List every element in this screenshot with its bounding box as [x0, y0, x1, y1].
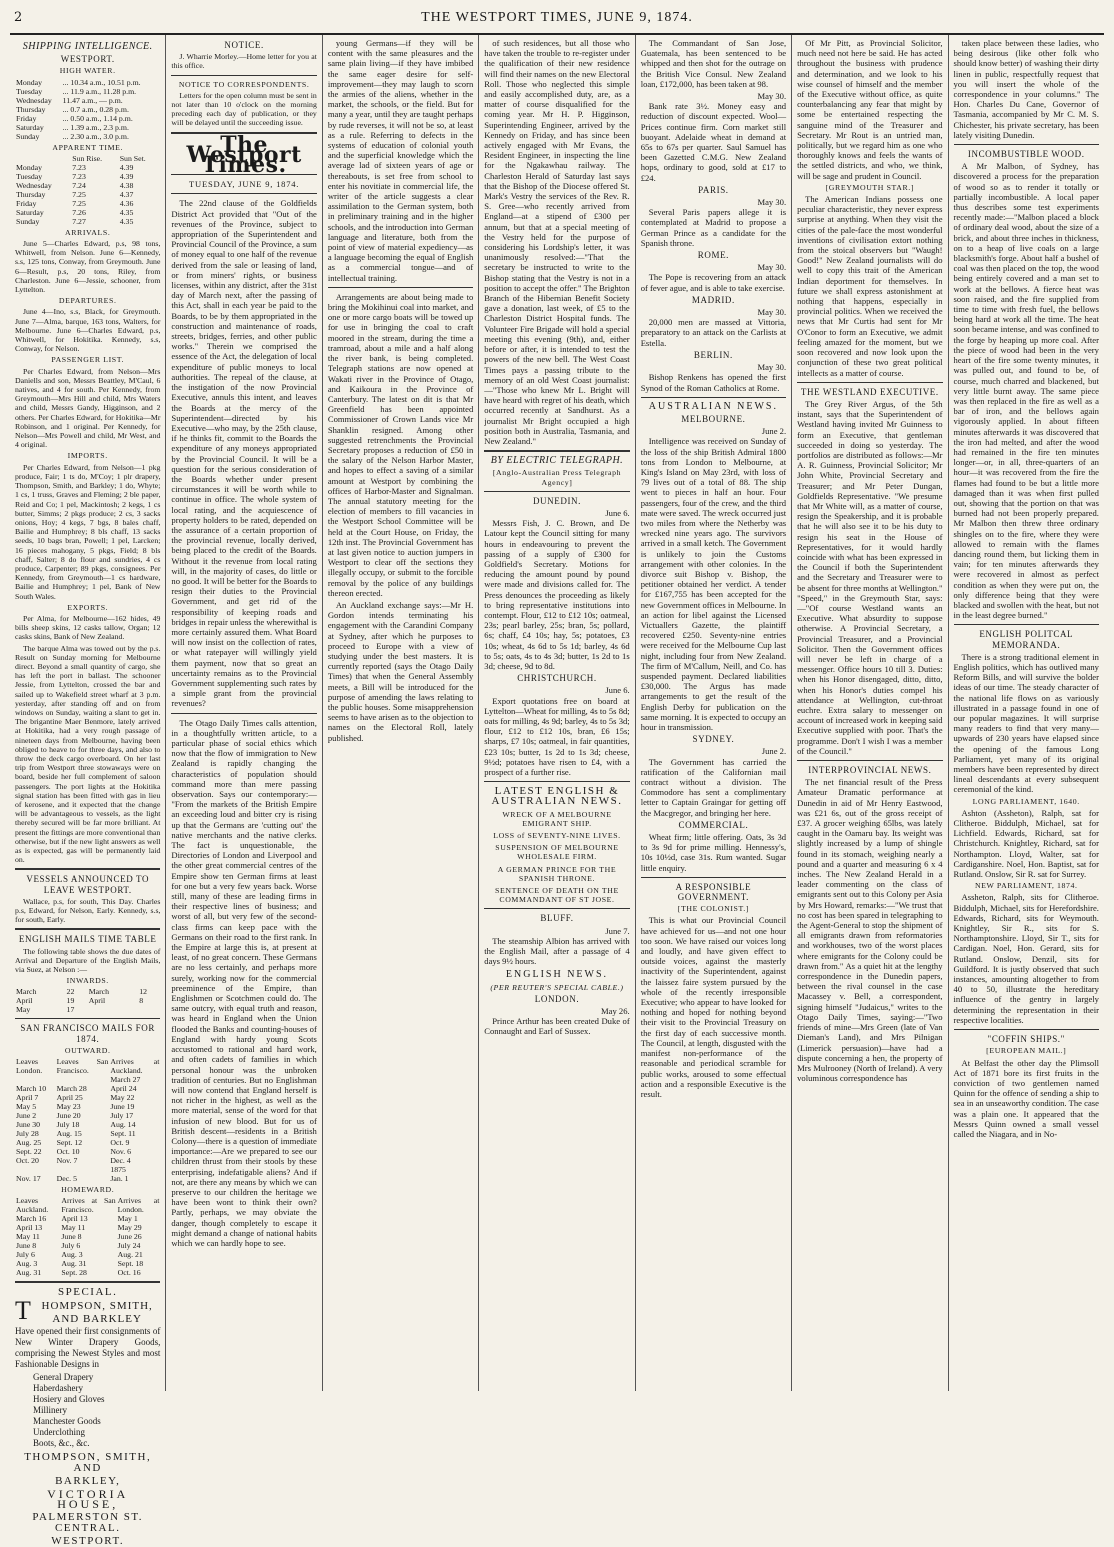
sf-outward-row	[15, 1165, 160, 1174]
memoranda-heading: ENGLISH POLITCAL MEMORANDA.	[979, 629, 1074, 650]
sf-outward-row-cell: Sept. 11	[110, 1129, 136, 1139]
mails-row-cell: April	[88, 996, 106, 1006]
sf-outward-row-cell: Aug. 15	[56, 1129, 82, 1139]
sf-homeward-row-cell: Aug. 31	[61, 1259, 87, 1269]
sf-outward-row	[15, 1129, 160, 1138]
sf-homeward-table	[15, 1196, 160, 1277]
madrid-date: May 30.	[757, 307, 787, 318]
high-water-row-cell: ... 2.30 a.m., 3.0 p.m.	[62, 131, 129, 141]
sf-outward-row-cell: Aug. 25	[16, 1138, 42, 1148]
mails-row-cell: 19	[66, 996, 75, 1006]
memoranda-text: There is a strong traditional element in English politics, which has outlived many Reform Bills, and will survive the bolder ideas of our time. The steady character of the national life flows on as variously illustrated in a passage found in one of our popular magazines. It will surprise many readers to find that very many—upwards of 230 years have elapsed since the opening of the famous Long Parliament, yet many of its original members have been represented by direct lineal descendants at every subsequent ceremonial of the kind.	[953, 651, 1099, 795]
latest-item: A GERMAN PRINCE FOR THE SPANISH THRONE.	[497, 864, 617, 883]
sf-outward-row-cell: Sept. 12	[56, 1138, 83, 1148]
sf-homeward-row-cell: July 24	[117, 1241, 141, 1251]
high-water-row-cell: Friday	[16, 113, 37, 123]
mails-row-cell	[88, 1005, 139, 1014]
sf-outward-row-cell	[56, 1075, 110, 1084]
sf-outward-table	[15, 1057, 160, 1183]
column-6	[792, 35, 948, 1391]
ad-signature-4: PALMERSTON ST. CENTRAL.	[32, 1511, 144, 1534]
bluff-date: June 7.	[605, 925, 630, 936]
apparent-time-row-cell: Sunday	[16, 216, 40, 226]
sf-outward-row-cell: Aug. 14	[110, 1120, 136, 1130]
column-2	[166, 35, 322, 1391]
latest-item: LOSS of SEVENTY-NINE LIVES.	[493, 831, 621, 841]
sf-homeward-row-cell: May 29	[117, 1223, 142, 1233]
sf-outward-row-cell: Leaves San Francisco.	[56, 1057, 109, 1076]
notice-heading: NOTICE.	[224, 40, 264, 50]
col3-text: young Germans—if they will be content with the same pleasures and the same plain living—if they have imbibed the same eager desire for self-improvement—they may laugh to scorn the armies of the aliens, whether in the market, the schools, or the field. But for many a year, until they are taught perhaps by rude reverses, it will not be so, at least as a rule. Referring to defects in the systems of education of colonial youth and the superficial knowledge which the average lad of sixteen years of age or thereabouts, is set free from school to enter his novitiate in commercial life, the writer of the article suggests a clear assimilation to the German system, both in preliminary training and in the higher schools, and the introduction into German language and literature, both from the point of view of material expediency—as a language becoming the equal of English as a commercial tongue—and of intellectual training.	[327, 38, 474, 283]
apparent-time-row-cell: 4.39	[119, 162, 134, 172]
apparent-time-row	[15, 172, 160, 181]
apparent-time-row-cell: 4.35	[119, 216, 134, 226]
apparent-time-row-cell: 7.23	[72, 162, 86, 172]
latest-item: SUSPENSION OF MELBOURNE WHOLESALE FIRM.	[495, 843, 619, 862]
exports-heading: EXPORTS.	[67, 602, 109, 612]
apparent-time-row	[15, 208, 160, 217]
sf-outward-row-cell: Nov. 6	[110, 1147, 132, 1157]
latest-items	[484, 810, 629, 905]
apparent-time-row-cell: 7.25	[72, 198, 86, 208]
coffin-ships-sub: [EUROPEAN MAIL.]	[986, 1046, 1067, 1056]
london-date: May 26.	[601, 1006, 630, 1017]
sf-homeward-row-cell: March 16	[16, 1214, 47, 1224]
correspondents-heading: NOTICE TO CORRESPONDENTS.	[178, 79, 310, 89]
mails-row-cell: 8	[139, 996, 144, 1006]
high-water-row-cell: Saturday	[16, 122, 44, 132]
paper-title: The Westport Times.	[186, 131, 302, 179]
responsible-govt-heading: A RESPONSIBLE GOVERNMENT.	[675, 881, 752, 903]
interprovincial-text: The net financial result of the Press Amateur Dramatic performance at Dunedin in aid of Mr Henry Eastwood, was £21 6s, out of the gross receipt of £37. A grocer weighing 65lbs, was lately caught in the Oamaru bay. Its weight was slightly increased by a lump of shingle found in its stomach, weighing nearly a pound and a quarter and measuring 6 x 4 inches. The New Zealand Herald in a leader commenting on the class of emigrants sent out to this Colony per Asia by Mrs Howard, remarks:—"We trust that no cost has been spared in telegraphing to the Agent-General to stop the shipment of all emigrants drawn from reformatories and workhouses, two of the worst places where emigrants for the Colony could be drawn from." As a quiet hit at the lengthy correspondence in the Dunedin papers, between the rival counsel in the case Macassey v. Bell, a correspondent, signing himself "Judaicus," writes to the Otago Daily Times, saying:—"Two friends of mine—Mrs Green (late of Van Dieman's Land), and Mrs Pilnigan (Limerick persuasion)—have had a dispute concerning a hen, the property of Mrs Mulrooney (North of Ireland). A very voluminous correspondence has	[797, 777, 943, 1084]
shipping-heading: SHIPPING INTELLIGENCE.	[22, 41, 153, 52]
apparent-time-row-cell: 4.39	[119, 171, 134, 181]
coffin-ships-heading: "COFFIN SHIPS."	[987, 1034, 1065, 1045]
ad-item: Hosiery and Gloves	[33, 1394, 105, 1405]
berlin-date: May 30.	[757, 362, 787, 373]
ad-signature-1: THOMPSON, SMITH, AND	[24, 1451, 152, 1474]
imports-text: Per Charles Edward, from Nelson—1 pkg produce, Fair; 1 ts do, M'Coy; 1 plr drapery, Thompson, Smith, and Barkley; 1 do, Whyte; 1 cs, 1 truss, Graves and Fleming; 2 ble paper, Reid and Co; 1 pel, Mackintosh; 2 kegs, 1 cs butter, Simms; 2 pkgs produce; 2 cs, 3 sacks onions, Hoy; 4 kegs, 7 bgs, 8 bales chaff, Bailie and Humphrey; 8 bls chaff, 13 sacks seeds, 10 bags bran, Powell; 1 pel, Larcken; 16 pieces mahogany, 5 pkgs, Field; 8 bls chaff, Salter; 8 do flour and sundries, 4 cs produce, Carpenter; 89 pkgs, consignees. Per Kennedy, from Greymouth—1 cs hardware, Bailie and Humphrey; 1 pel, Bank of New South Wales.	[15, 462, 161, 601]
commercial-heading: COMMERCIAL.	[678, 819, 749, 830]
london-heading: LONDON.	[534, 993, 580, 1004]
latest-heading: LATEST ENGLISH & AUSTRALIAN NEWS.	[491, 785, 623, 808]
sf-outward-row-cell: March 10	[16, 1084, 47, 1094]
sf-outward-row-cell: May 22	[110, 1093, 135, 1103]
high-water-row	[15, 123, 160, 132]
greymouth-text: The American Indians possess one peculiar characteristic, they never express surprise at anything. When they visit the cities of the pale-face the most wonderful inventions of civilisation extort nothing from the stoical observers but "Waugh! Good!" New Zealand journalists will do well to copy this trait of the American Indian deportment for themselves. In future we shall express astonishment at nothing that happens, especially in provincial politics. When we received the news that Mr Curtis had sent for Mr O'Conor to form an Executive, we admit feeling amazed for the moment, but we soon recovered and now look upon the conjunction of these two great political intellects as a matter of course.	[797, 194, 943, 378]
leader-text: The 22nd clause of the Goldfields District Act provided that "Out of the revenues of the Province, subject to appropriation of the Superintendent and Provincial Council of the Province, a sum of money equal to one half of the revenue derived from the sale or leasing of land, or from miners' rights, or business licenses, within any district, after the 31st day of March next, after the passing of this Act, shall in each year be paid to the Boards, to be by them appropriated in the construction and maintenance of roads, streets, bridges, ferries, and other public works." Therein we comprised the essence of the Act, the delegation of local expenditure of public moneys to local authorities. The repeal of the clause, at the instigation of the now Provincial Executive, annuls this intent, and leaves the Boards at the mercy of the Superintendent—directed by his Executive—who may, by the 25th clause, if he thinks fit, commit to the Boards the expenditure of any moneys appropriated by the Provincial Council. It will be a question for the serious consideration of the Boards whether under present circumstances it will be worth while to continue in office. The whole system of local rating, and the acquiescence of property holders to be rated, depended on the assurance of a certain proportion of the provincial revenue, locally derived, being placed to the credit of the Boards. Without it the revenue from local rating will, in the majority of cases, do little or no good. It will be better for the Boards to resign their duties to the Provincial Government, and get rid of the responsibility of keeping roads and bridges in repair unless the wherewithal is more certainly assured them. What Board will now insist on the collection of rates, or what ratepayer will willingly yield them payment, now that so great an uncertainty remains as to the Provincial Government supplementing such rates by a simple grant from the provincial revenues?	[171, 198, 317, 709]
interprovincial-heading: INTERPROVINCIAL NEWS.	[808, 765, 932, 776]
sun-set-header: Sun Set.	[119, 153, 146, 163]
sf-outward-row-cell: Nov. 7	[56, 1156, 78, 1166]
special-heading: SPECIAL.	[58, 1286, 118, 1299]
departures-heading: DEPARTURES.	[58, 296, 117, 306]
column-3	[323, 35, 479, 1391]
high-water-row-cell: Tuesday	[16, 86, 43, 96]
high-water-row-cell: Thursday	[16, 104, 46, 114]
apparent-time-row	[15, 163, 160, 172]
latest-item: SENTENCE OF DEATH ON THE COMMANDANT OF ST JOSE.	[495, 886, 619, 905]
ad-title: HOMPSON, SMITH, AND BARKLEY	[41, 1300, 153, 1326]
sf-outward-row-cell	[15, 1165, 56, 1174]
berlin-heading: BERLIN.	[693, 349, 733, 360]
sf-homeward-row	[15, 1241, 160, 1250]
long-parliament-text: Ashton (Assheton), Ralph, sat for Clitheroe. Biddulph, Michael, sat for Lichfield. Edwards, Richard, sat for Christchurch. Knightley, Richard, sat for Northampton. Lloyd, Walter, sat for Cardiganshire. Noel, Hon. Baptist, sat for Rutland. Onslow, Sir R. sat for Surrey.	[953, 807, 1099, 880]
sf-homeward-row-cell: Leaves Auckland.	[16, 1196, 49, 1215]
mails-row	[15, 996, 160, 1005]
col4-text: of such residences, but all those who have taken the trouble to re-register under the qualification of their new residence will find their names on the new Electoral Roll. Those who neglected this simple and easily accomplished duty, are, as a matter of course disqualified for the coming year. Mr H. P. Higginson, Superintending Engineer, arrived by the Kennedy on Friday, and has since been actively engaged with Mr Evans, the Resident Engineer, in inspecting the line for the Ngakawhau railway. The Charleston Herald of Saturday last says that the Bishop of the Diocese offered St. Mark's Vestry the services of the Rev. R. S. Gree—who recently arrived from England—at a stipend of £300 per annum, but that at a special meeting of the Vestry held for the purpose of considering his Lordship's letter, it was unanimously resolved:—"That the secretary be instructed to write to the Bishop stating that the Vestry is not in a position to accept the offer." The Brighton Branch of the Hibernian Benefit Society gave a donation, last week, of £5 to the Charleston District Hospital funds. The Volunteer Fire Brigade will hold a special meeting this evening (9th), and, either before or after, it is intended to test the powers of the new bell. The West Coast Times pays a passing tribute to the memory of an old West Coast journalist:—"Those who knew Mr L. Bright will have heard with regret of his death, which occurred recently at Sandhurst. As a journalist Mr Bright occupied a high position both in Australia, Tasmania, and New Zealand."	[484, 38, 630, 446]
sydney-text: The Government has carried the ratification of the Californian mail contract without a division. The Commodore has sent a complimentary letter to Captain Graingar for getting off the Macgregor, and bringing her here.	[640, 756, 787, 818]
sf-outward-row	[15, 1075, 160, 1084]
sf-outward-row-cell: 1875	[110, 1165, 126, 1175]
departures-text: June 4—Ino, s.s, Black, for Greymouth. June 7—Alma, barque, 163 tons, Walters, for Melbourne. June 6—Charles Edward, p.s, Whitwell, for Hokitika. Kennedy, s.s, Conway, for Nelson.	[15, 307, 161, 354]
sf-outward-row	[15, 1147, 160, 1156]
sf-outward-row-cell: June 19	[110, 1102, 135, 1112]
high-water-row-cell: ... 11.9 a.m., 11.28 p.m.	[62, 86, 137, 96]
apparent-time-row	[15, 199, 160, 208]
sf-outward-row	[15, 1111, 160, 1120]
sf-homeward-row-cell: May 11	[61, 1223, 86, 1233]
notice-text: J. Wharrie Morley.—Home letter for you at this office.	[171, 52, 317, 71]
responsible-govt-text: This is what our Provincial Council have achieved for us—and not one hour too soon. We have raised our voices long and loudly, and have given effect to outside voices, against the masterly inactivity of the Superintendent, against the laissez faire system pursued by the whole of the recently irresponsible Executive; who appear to have looked for nothing and hoped for nothing beyond their visit to the Provincial Treasury on the first day of each successive month. The Council, at length, disgusted with the manifest non-performance of the reasonable and periodical scramble for public works, aroused to some effectual action and a responsible Executive is the result.	[640, 915, 787, 1099]
paper-date: TUESDAY, JUNE 9, 1874.	[189, 179, 300, 190]
westport-heading: WESTPORT.	[60, 54, 115, 65]
sf-outward-row	[15, 1084, 160, 1093]
apparent-time-row-cell: Friday	[16, 198, 37, 208]
melbourne-text: Intelligence was received on Sunday of the loss of the ship British Admiral 1800 tons from London to Melbourne, at King's Island on May 23rd, with loss of 79 lives out of a total of 88. The ship went to pieces in half an hour. Four passengers, four of the crew, and the third mate were saved. The wreck occurred just two miles from where the Netherby was wrecked nine years ago. The survivors arrived in a small ketch. The Government is unlikely to join the Customs arrangement with other colonies. In the divorce suit Bishop v. Bishop, the petitioner obtained her verdict. A tender for £167,755 has been accepted for the new Government offices in Melbourne. In an action for libel against the Licensed Victuallers Gazette, the plaintiff recovered £250. Seventy-nine entries were received for the Melbourne Cup last night, including four from New Zealand. The firm of M'Callum, Neill, and Co. has suspended payment. Declared liabilities £30,000. The Argus has made arrangements to get the result of the English Derby for publication on the same morning. It is expected to occupy an hour in transmission.	[640, 436, 787, 732]
english-news-sub: (PER REUTER'S SPECIAL CABLE.)	[490, 982, 624, 992]
mails-row-cell	[138, 1005, 160, 1014]
sf-homeward-row	[15, 1250, 160, 1259]
sf-outward-row	[15, 1102, 160, 1111]
mails-row-cell: May	[16, 1005, 31, 1015]
apparent-time-row-cell: Tuesday	[16, 171, 43, 181]
sf-homeward-row	[15, 1223, 160, 1232]
apparent-time-row-cell: 4.36	[119, 198, 134, 208]
sf-homeward-row-cell: May 11	[16, 1232, 40, 1242]
rome-date: May 30.	[757, 262, 787, 273]
correspondents-text: Letters for the open column must be sent in not later than 10 o'clock on the morning preceding each day of publication, or they will be delayed until the succeeding issue.	[171, 90, 317, 128]
exports-text: Per Alma, for Melbourne—162 hides, 49 bills sheep skins, 12 casks tallow, Organ; 12 casks skins, Bank of New Zealand.	[15, 613, 161, 642]
mails-row-cell: 17	[66, 1005, 75, 1015]
high-water-row-cell: 11.47 a.m., — p.m.	[62, 95, 123, 105]
sf-outward-row-cell: July 17	[110, 1111, 134, 1121]
imports-heading: IMPORTS.	[67, 451, 108, 461]
high-water-row	[15, 96, 160, 105]
ad-signature-5: WESTPORT.	[51, 1534, 125, 1547]
apparent-time-row	[15, 217, 160, 226]
high-water-table	[15, 78, 160, 141]
paris-date: May 30.	[757, 197, 787, 208]
masthead-title: THE WESTPORT TIMES, JUNE 9, 1874.	[421, 10, 693, 25]
sf-outward-row-cell	[56, 1165, 110, 1174]
sf-outward-row-cell: Oct. 10	[56, 1147, 80, 1157]
sf-outward-row-cell: Oct. 9	[110, 1138, 130, 1148]
english-news-heading: ENGLISH NEWS.	[505, 969, 609, 981]
sf-homeward-heading: HOMEWARD.	[61, 1185, 115, 1195]
sf-homeward-row-cell: April 13	[61, 1214, 88, 1224]
sf-homeward-row-cell: Aug. 3	[61, 1250, 83, 1260]
high-water-heading: HIGH WATER.	[59, 66, 116, 76]
bluff-text: The steamship Albion has arrived with the English Mail, after a passage of 4 days 9½ hours.	[484, 935, 630, 967]
high-water-row	[15, 114, 160, 123]
arrivals-heading: ARRIVALS.	[65, 227, 111, 237]
sf-homeward-row-cell: Sept. 18	[117, 1259, 144, 1269]
sf-homeward-row-cell: June 8	[61, 1232, 82, 1242]
sf-outward-row	[15, 1138, 160, 1147]
westland-text: The Grey River Argus, of the 5th instant, says that the Superintendent of Westland having invited Mr Guinness to form an Executive, that gentleman succeeded in doing so yesterday. The portfolios are distributed as follows:—Mr A. R. Guinness, Provincial Solicitor; Mr John White, Provincial Secretary and Treasurer; and Mr Peter Dungan, Goldfields Representative. "We presume that Mr White will, as a matter of course, resign the Speakership, and it is probable that he will also see it to be his duty to resign his seat in the House of Representatives, for it would hardly coincide with what has been expressed in the Council if both the Superintendent and the Secretary and Treasurer were to be absent for three months at Wellington." "Speed," in the Greymouth Star, says:—"Of course Westland wants an Executive. What absurdity to suppose otherwise. A Provincial Secretary, a Provincial Treasurer, and a Provincial Solicitor. Then the Government offices will never be left in charge of a messenger. Office hours 10 till 3. Duties: when his Honor disengaged, ditto, ditto, when his Honor's duties compel his attendance at Wellington, cut-throat euchre. Extra salary to messenger on account of increased work in keeping said Executive supplied with poor. That's the programme. Don't I wish I was a member of the Council."	[797, 398, 943, 756]
telegraph-heading: BY ELECTRIC TELEGRAPH.	[490, 455, 624, 467]
responsible-govt-sub: [THE COLONIST.]	[677, 904, 749, 914]
paris-heading: PARIS.	[698, 184, 729, 195]
telegraph-sub: [Anglo-Australian Press Telegraph Agency]	[492, 468, 622, 487]
sf-homeward-row-cell: July 6	[16, 1250, 35, 1260]
paris-text: Several Paris papers allege it is contemplated at Madrid to propose a German Prince as a candidate for the Spanish throne.	[640, 207, 787, 248]
christchurch-heading: CHRISTCHURCH.	[517, 673, 597, 684]
sf-outward-row	[15, 1057, 160, 1075]
ad-item: Underclothing	[33, 1427, 85, 1438]
sf-homeward-row	[15, 1268, 160, 1277]
sf-homeward-row-cell: June 26	[117, 1232, 142, 1242]
high-water-row	[15, 105, 160, 114]
mails-row	[15, 1005, 160, 1014]
sf-homeward-row-cell: Arrives at San Francisco.	[61, 1196, 116, 1215]
apparent-time-row-cell: Wednesday	[16, 180, 52, 190]
may30-date: May 30.	[757, 91, 787, 102]
new-parliament-heading: NEW PARLIAMENT, 1874.	[974, 881, 1078, 891]
christchurch-text: Export quotations free on board at Lyttelton—Wheat for milling, 4s to 5s 8d; oats for milling, 4s 9d; barley, 4s to 5s 3d; flour, £12 to £12 10s, bran, £6 15s; sharps, £7 10s; oatmeal, in fair quantities, £23 10s; butter, 1s 2d to 1s 3d; cheese, 9½d; potatoes have risen to £4, with a prospect of a further rise.	[484, 695, 630, 778]
mails-row-cell: March	[88, 987, 110, 997]
sf-homeward-row-cell: April 13	[16, 1223, 43, 1233]
col5-text-2: Bank rate 3½. Money easy and reduction of discount expected. Wool—Prices continue firm. Corn market still buoyant. Adelaide wheat in demand at 65s to 67s per quarter. Saul Samuel has been Gazetted C.M.G. New Zealand hops, ordinary to good, sold at £17 to £24.	[640, 101, 787, 183]
page-number: 2	[14, 10, 23, 25]
rome-text: The Pope is recovering from an attack of fever ague, and is able to take exercise.	[640, 272, 787, 293]
madrid-heading: MADRID.	[691, 294, 735, 305]
westland-heading: THE WESTLAND EXECUTIVE.	[800, 386, 939, 397]
sf-outward-row-cell: June 20	[56, 1111, 81, 1121]
new-parliament-text: Assheton, Ralph, sits for Clitheroe. Biddulph, Michael, sits for Herefordshire. Edwards, Richard, sits for Weymouth. Knightley, Sir R., sits for S. Northamptonshire. Lloyd, Sir T., sits for Cardigan. Noel, Hon. Gerard, sits for Rutland. Onslow, Denzil, sits for Guildford. It is justly observed that such instances, amounting altogether to from 40 to 50, illustrate the hereditary influence of the gentry in largely determining the representation in their respective localities.	[953, 892, 1099, 1025]
sydney-heading: SYDNEY.	[692, 734, 735, 745]
high-water-row-cell: ... 0.7 a.m., 0.28 p.m.	[62, 104, 129, 114]
sf-outward-row-cell: May 5	[16, 1102, 37, 1112]
apparent-time-table	[15, 154, 160, 226]
high-water-row-cell: ... 0.50 a.m., 1.14 p.m.	[62, 113, 133, 123]
sf-outward-row-cell: Sept. 22	[16, 1147, 42, 1157]
ad-dropcap: T	[15, 1296, 32, 1326]
sydney-date: June 2.	[761, 746, 787, 757]
masthead	[10, 8, 1104, 35]
ad-item: Boots, &c., &c.	[33, 1438, 90, 1449]
vessels-heading: VESSELS ANNOUNCED TO LEAVE WESTPORT.	[26, 874, 150, 895]
sf-outward-row-cell: May 23	[56, 1102, 81, 1112]
sf-homeward-row-cell: Sept. 28	[61, 1268, 87, 1278]
ad-item: Manchester Goods	[33, 1416, 101, 1427]
shipping-news-text: The barque Alma was towed out by the p.s. Result on Sunday morning for Melbourne direct. Beyond a small quantity of cargo, she has left the port in ballast. The schooner Jessie, from Lyttelton, crossed the bar and sailed up to Wakefield street wharf at 3 p.m. yesterday, after standing off and on from windows on Sunday, waiting a slant to get in. The brigantine Maer Benmore, lately arrived at Hokitika, had a very rough passage of nineteen days from Melbourne, having been obliged to heave to for three days, and also to throw the deck cargo overboard. On her last trip from Westport three stowaways were on board, beside her full complement of saloon passengers. The port lights at the Hokitika signal station has been fitted with gas in lieu of kerosene, and it expected that the change will be advantageous to vessels, as the light thereby secured will be far more brilliant. At present the fittings are more conventional than otherwise, but if the new light answers as well as is expected, gas will be permanently laid on.	[15, 643, 161, 865]
apparent-time-row	[15, 190, 160, 199]
wood-text: A Mr Malbon, of Sydney, has discovered a process for the preparation of wood so as to render it totally or partially incombustible. A local paper thus describes some test experiments recently made:—"Malbon placed a block of ordinary deal wood, about the size of a brick, and about three inches in thickness, on to a heap of live coals on a large blacksmith's forge. About half a bushel of coal was then placed on the top, the wood being entirely covered and a man set to work at the bellows. A fierce heat was soon raised, and the fire supplied from time to time with fresh fuel, the bellows being hard at work all the time. The heat soon became intense, and was confined to the forge by heaping up more coal. After the piece of wood had been in the very heart of the fire some twenty minutes, it was pulled out, and found to be, of course, much charred and blackened, but very little burnt away. The same piece was then replaced in the fire as well as a bar of iron, and the bellows again vigorously applied. In about fifteen minutes afterwards it was discovered that the iron had melted, and after the wood had remained in the fire ten minutes longer—or, in all, three-quarters of an hour—it was recovered from the fire the flames had found to be but a little more damaged than it was when first pulled out, showing that the portion on that was burned had not been properly prepared. Mr Malbon then threw three ordinary shingles on to the fire, where they were allowed to remain with the flames dancing round them, but licking them in vain; for ten minutes afterwards they were recovered in almost as perfect condition as when they were put on, the only difference being that they were blacked and swollen with the heat, but not in the least degree burned."	[953, 161, 1099, 621]
draper-advertisement	[15, 1296, 161, 1547]
sf-outward-row-cell	[15, 1075, 56, 1084]
apparent-time-row-cell: 7.25	[72, 189, 86, 199]
dunedin-text: Messrs Fish, J. C. Brown, and De Latour kept the Council sitting for many hours in endeavouring to prevent the passing of a supply of £300 for Goldfield's Secretary. Motions for reducing the amount pound by pound were made and divisions called for. The Press denounces the proceeding as likely to bring representative institutions into contempt. Flour, £12 to £12 10s; oatmeal, 23s; pearl barley, 25s; bran, 5s; pollard, 6s; chaff, £4 10s; hay, 5s; potatoes, £3 10s; wheat, 4s 6d to 5s 1d; barley, 4s 6d to 5s; oats, 4s to 4s 3d; butter, 1s 2d to 1s 3d; cheese, 9d to 8d.	[484, 518, 630, 671]
sun-rise-header: Sun Rise.	[72, 153, 103, 163]
apparent-time-row-cell: 7.23	[72, 171, 86, 181]
apparent-time-row-cell: 4.35	[119, 207, 134, 217]
high-water-row	[15, 132, 160, 141]
australian-news-heading: AUSTRALIAN NEWS.	[648, 400, 778, 412]
greymouth-sub: [GREYMOUTH STAR.]	[825, 182, 915, 192]
sf-outward-row-cell: July 18	[56, 1120, 80, 1130]
sf-homeward-row-cell: Aug. 31	[16, 1268, 42, 1278]
sf-homeward-row	[15, 1232, 160, 1241]
melbourne-date: June 2.	[761, 426, 787, 437]
mails-table	[15, 987, 160, 1014]
sf-homeward-row	[15, 1196, 160, 1214]
sf-outward-row-cell: Dec. 4	[110, 1156, 131, 1166]
column-5	[636, 35, 792, 1391]
coffin-ships-text: At Belfast the other day the Plimsoll Act of 1871 bore its first fruits in the conviction of two gentlemen named Quinn for the offence of sending a ship to sea in an unseaworthy condition. The case was a plain one. It appeared that the Messrs Quinn owned a small vessel called the Niagara, and in No-	[953, 1057, 1099, 1139]
sf-outward-row	[15, 1174, 160, 1183]
sf-outward-row-cell: Oct. 20	[16, 1156, 39, 1166]
high-water-row-cell: Sunday	[16, 131, 40, 141]
high-water-row-cell: Monday	[16, 77, 42, 87]
ad-item: Haberdashery	[33, 1383, 83, 1394]
arrivals-text: June 5—Charles Edward, p.s, 98 tons, Whitwell, from Nelson. June 6—Kennedy, s.s, 125 tons, Conway, from Greymouth. June 6—Result, p.s, 20 tons, Riley, from Charleston. June 6—Jessie, schooner, from Lyttelton.	[15, 239, 161, 295]
melbourne-heading: MELBOURNE.	[681, 413, 746, 424]
column-4	[479, 35, 635, 1391]
latest-item: WRECK OF A MELBOURNE EMIGRANT SHIP.	[502, 809, 612, 828]
sf-outward-row	[15, 1120, 160, 1129]
mails-heading: ENGLISH MAILS TIME TABLE	[18, 934, 157, 945]
mails-row	[15, 987, 160, 996]
mails-row-cell: 22	[66, 987, 75, 997]
ad-item: Millinery	[33, 1405, 67, 1416]
sf-homeward-row-cell: June 8	[16, 1241, 37, 1251]
vessels-text: Wallace, p.s, for south, This Day. Charles p.s, Edward, for Nelson, Early. Kennedy, s.s, for south, Early.	[15, 896, 161, 925]
berlin-text: Bishop Renkens has opened the first Synod of the Roman Catholics at Rome.	[640, 372, 787, 393]
apparent-time-row	[15, 181, 160, 190]
passengers-heading: PASSENGER LIST.	[51, 355, 125, 365]
col6-text: Of Mr Pitt, as Provincial Solicitor, much need not here be said. He has acted throughout the business with prudence and determination, and we look to his wise counsel of himself and the member of the Executive without office, as quite counterbalancing any fear that might by some be entertained respecting the sanguine mind of the Treasurer and Secretary. Mr Rout is an untried man, politically, but we regard him as one who thoroughly knows and feels the wants of the settled districts, and who, we think, will be sage and prudent in Council.	[797, 38, 943, 181]
apparent-time-row-cell: 7.27	[72, 216, 86, 226]
sf-outward-row-cell: March 27	[110, 1075, 141, 1085]
column-1	[10, 35, 166, 1547]
high-water-row-cell: ... 1.39 a.m., 2.3 p.m.	[62, 122, 129, 132]
apparent-time-row-cell: Monday	[16, 162, 42, 172]
mails-row-cell: 12	[139, 987, 148, 997]
rome-heading: ROME.	[697, 250, 730, 261]
sf-homeward-row-cell: July 6	[61, 1241, 81, 1251]
wood-heading: INCOMBUSTIBLE WOOD.	[967, 149, 1085, 160]
sf-outward-row	[15, 1156, 160, 1165]
col3-text-2: Arrangements are about being made to bring the Mokihinui coal into market, and one or more cargo boats will be towed up for use in bringing the coal to craft moored in the stream, during the time a tramroad, about a mile and a half along the river bank, is being completed. Telegraph stations are now opened at Wakati river in the Province of Otago, and Kaikoura in the Province of Canterbury. The latest on dit is that Mr Greenfield has been appointed Commissioner of Crown Lands vice Mr Shanklin resigned. Among other suggested retrenchments the Provincial Secretary proposes a reduction of £50 in the salary of the Nelson Harbor Master, and hopes to effect a saving of a similar amount at Westport by combining the offices of Harbor-Master and Signalman. The annual statutory meeting for the election of members to fill vacancies in the Westport School Committee will be held at the Court House, on Friday, the 12th inst. The Provincial Government has at last given notice to auction jumpers in Westport to clear off the sections they illegally occupy, or submit to the forcible removal by the police of any buildings thereon erected.	[327, 291, 474, 598]
sf-outward-heading: OUTWARD.	[64, 1045, 111, 1055]
sf-outward-row-cell: June 30	[16, 1120, 41, 1130]
sf-homeward-row-cell: Aug. 3	[16, 1259, 38, 1269]
high-water-row	[15, 87, 160, 96]
sf-outward-row-cell: July 28	[16, 1129, 39, 1139]
sf-outward-row-cell: April 7	[16, 1093, 39, 1103]
sf-outward-row-cell: Nov. 17	[16, 1174, 41, 1184]
sf-outward-row-cell: April 24	[110, 1084, 137, 1094]
sf-mails-heading: SAN FRANCISCO MAILS FOR 1874.	[20, 1023, 155, 1044]
passengers-text: Per Charles Edward, from Nelson—Mrs Daniells and son, Messrs Beattley, M'Caul, 6 natives, and 4 for south. Per Kennedy, from Greymouth—Mrs Hill and child, Mrs Waters and child, Messrs Gandy, Higginson, and 2 others. Per Charles Edward, for Hokitika—Mr Robinson, and 1 original. Per Kennedy, for Nelson—Mrs Powell and child, Mr West, and 4 original.	[15, 366, 161, 450]
high-water-row	[15, 78, 160, 87]
sf-outward-row-cell: April 25	[56, 1093, 83, 1103]
sf-outward-row-cell: Jan. 1	[110, 1174, 129, 1184]
apparent-time-row-cell: 7.24	[72, 180, 86, 190]
sf-outward-row-cell: June 2	[16, 1111, 37, 1121]
columns	[10, 35, 1104, 1547]
ad-signature-2: BARKLEY,	[55, 1474, 121, 1487]
christchurch-date: June 6.	[605, 685, 630, 696]
bluff-heading: BLUFF.	[540, 913, 574, 924]
sf-homeward-row-cell: Oct. 16	[117, 1268, 141, 1278]
dunedin-heading: DUNEDIN.	[532, 495, 581, 506]
dunedin-date: June 6.	[605, 507, 630, 518]
commercial-text: Wheat firm; little offering. Oats, 3s 3d to 3s 9d for prime milling. Hennessy's, 10s 10½d, case 31s. Rum wanted. Sugar little enquiry.	[640, 832, 787, 873]
mails-row-cell: April	[16, 996, 33, 1006]
sf-homeward-row-cell: May 1	[117, 1214, 138, 1224]
apparent-time-row-cell: 4.37	[119, 189, 134, 199]
mails-row-cell: March	[16, 987, 37, 997]
col3-text-3: An Auckland exchange says:—Mr H. Gordon intends terminating his engagement with the Carandini Company at Sydney, after which he purposes to proceed to Europe with a view of studying under the best masters. It is currently reported (says the Otago Daily Times) that when the General Assembly meets, a Bill will be introduced for the purpose of amending the laws relating to the public houses. Some misapprehension seems to have arisen as to the objection to names on the Electoral Roll, lately published.	[327, 599, 474, 743]
ad-item: General Drapery	[33, 1372, 94, 1383]
apparent-time-heading: APPARENT TIME.	[52, 142, 124, 152]
sf-outward-row-cell: Dec. 5	[56, 1174, 77, 1184]
apparent-time-row-cell: 4.38	[119, 180, 134, 190]
high-water-row-cell: ... 10.34 a.m., 10.51 p.m.	[62, 77, 141, 87]
mails-intro: The following table shows the due dates of Arrival and Departure of the English Mails, via Suez, at Nelson :—	[15, 946, 161, 975]
leader-text-2: The Otago Daily Times calls attention, in a thoughtfully written article, to a particular phase of social ethics which now that the flow of immigration to New Zealand is rapidly changing the characteristics of population should command more than mere passing observation. Says our contemporary:— "From the markets of the British Empire an exceeding loud and bitter cry is rising up that the Germans are 'cutting out' the native merchants and the native clerks. The fact is unquestionable, the Directories of London and Liverpool and the other great commercial centres of the Empire show ten German firms at least for one but a very few years back. Worse still, many of these are leading firms in their respective lines of business; and worst of all, but very few of the second-class firms can keep pace with the Germans on their road to the first rank. In the Empire at large this is, at present at least, of no great concern. These Germans are no less certainly, and perhaps more surely, working now for the commercial preeminence of the Empire, than Englishmen or Scotchmen could do. The same outcry, with equal truth and reason, was heard in England when the Union flooded the Banks and counting-houses of England with hardy young Scots accustomed to rational and hard work, and often cadets of families in which personal honour was the unbroken tradition of centuries. But no Englishman will now contend that England herself is not richer in the highest, as well as the more material, sense of the word for that infusion of new blood. But for us of British descent—residents in a British Colony—there is a question of immediate importance:—Are we prepared to see our children thrust from their stools by these enterprising, indefatigable aliens? And if not, are there any means by which we can preserve to our children the heritage we have been wont to think their own? Partly, perhaps, we may obviate the danger, though completely to escape it might demand a change of national habits which we can hardly hope to see.	[171, 717, 317, 1248]
apparent-time-row-cell: Thursday	[16, 189, 46, 199]
sf-homeward-row	[15, 1214, 160, 1223]
sf-outward-row	[15, 1093, 160, 1102]
sf-outward-row-cell: March 28	[56, 1084, 87, 1094]
sf-outward-row-cell: Leaves London.	[16, 1057, 43, 1076]
apparent-time-row-cell: Saturday	[16, 207, 44, 217]
long-parliament-heading: LONG PARLIAMENT, 1640.	[972, 796, 1080, 806]
column-7	[949, 35, 1104, 1391]
ad-signature-3: VICTORIA HOUSE,	[47, 1487, 129, 1512]
london-text: Prince Arthur has been created Duke of Connaught and Earl of Sussex.	[484, 1016, 630, 1037]
ad-body: Have opened their first consignments of New Winter Drapery Goods, comprising the Newest Styles and most Fashionable Designs in	[15, 1326, 161, 1370]
madrid-text: 20,000 men are massed at Vittoria, preparatory to an attack on the Carlists at Estella.	[640, 317, 787, 348]
mails-inwards-heading: INWARDS.	[66, 976, 109, 986]
sf-homeward-row	[15, 1259, 160, 1268]
col7-text: taken place between these ladies, who being desirous (like other folk who should know better) of washing their dirty linen in public, respectfully request that you will insert the whole of the correspondence in your columns." The Hon. Charles Du Cane, Governor of Tasmania, accompanied by Mr C. M. S. Chichester, his private secretary, has been lately visiting Dunedin.	[953, 38, 1099, 140]
sf-homeward-row-cell: Arrives at London.	[117, 1196, 160, 1215]
sf-outward-row-cell: Arrives at Auckland.	[110, 1057, 160, 1076]
high-water-row-cell: Wednesday	[16, 95, 52, 105]
sf-homeward-row-cell: Aug. 21	[117, 1250, 143, 1260]
ad-items	[15, 1372, 160, 1449]
apparent-time-row-cell: 7.26	[72, 207, 86, 217]
col5-text: The Commandant of San Jose, Guatemala, has been sentenced to be whipped and then shot for the outrage on the British Vice Consul. New Zealand loan, £172,000, has been taken at 98.	[640, 38, 787, 89]
